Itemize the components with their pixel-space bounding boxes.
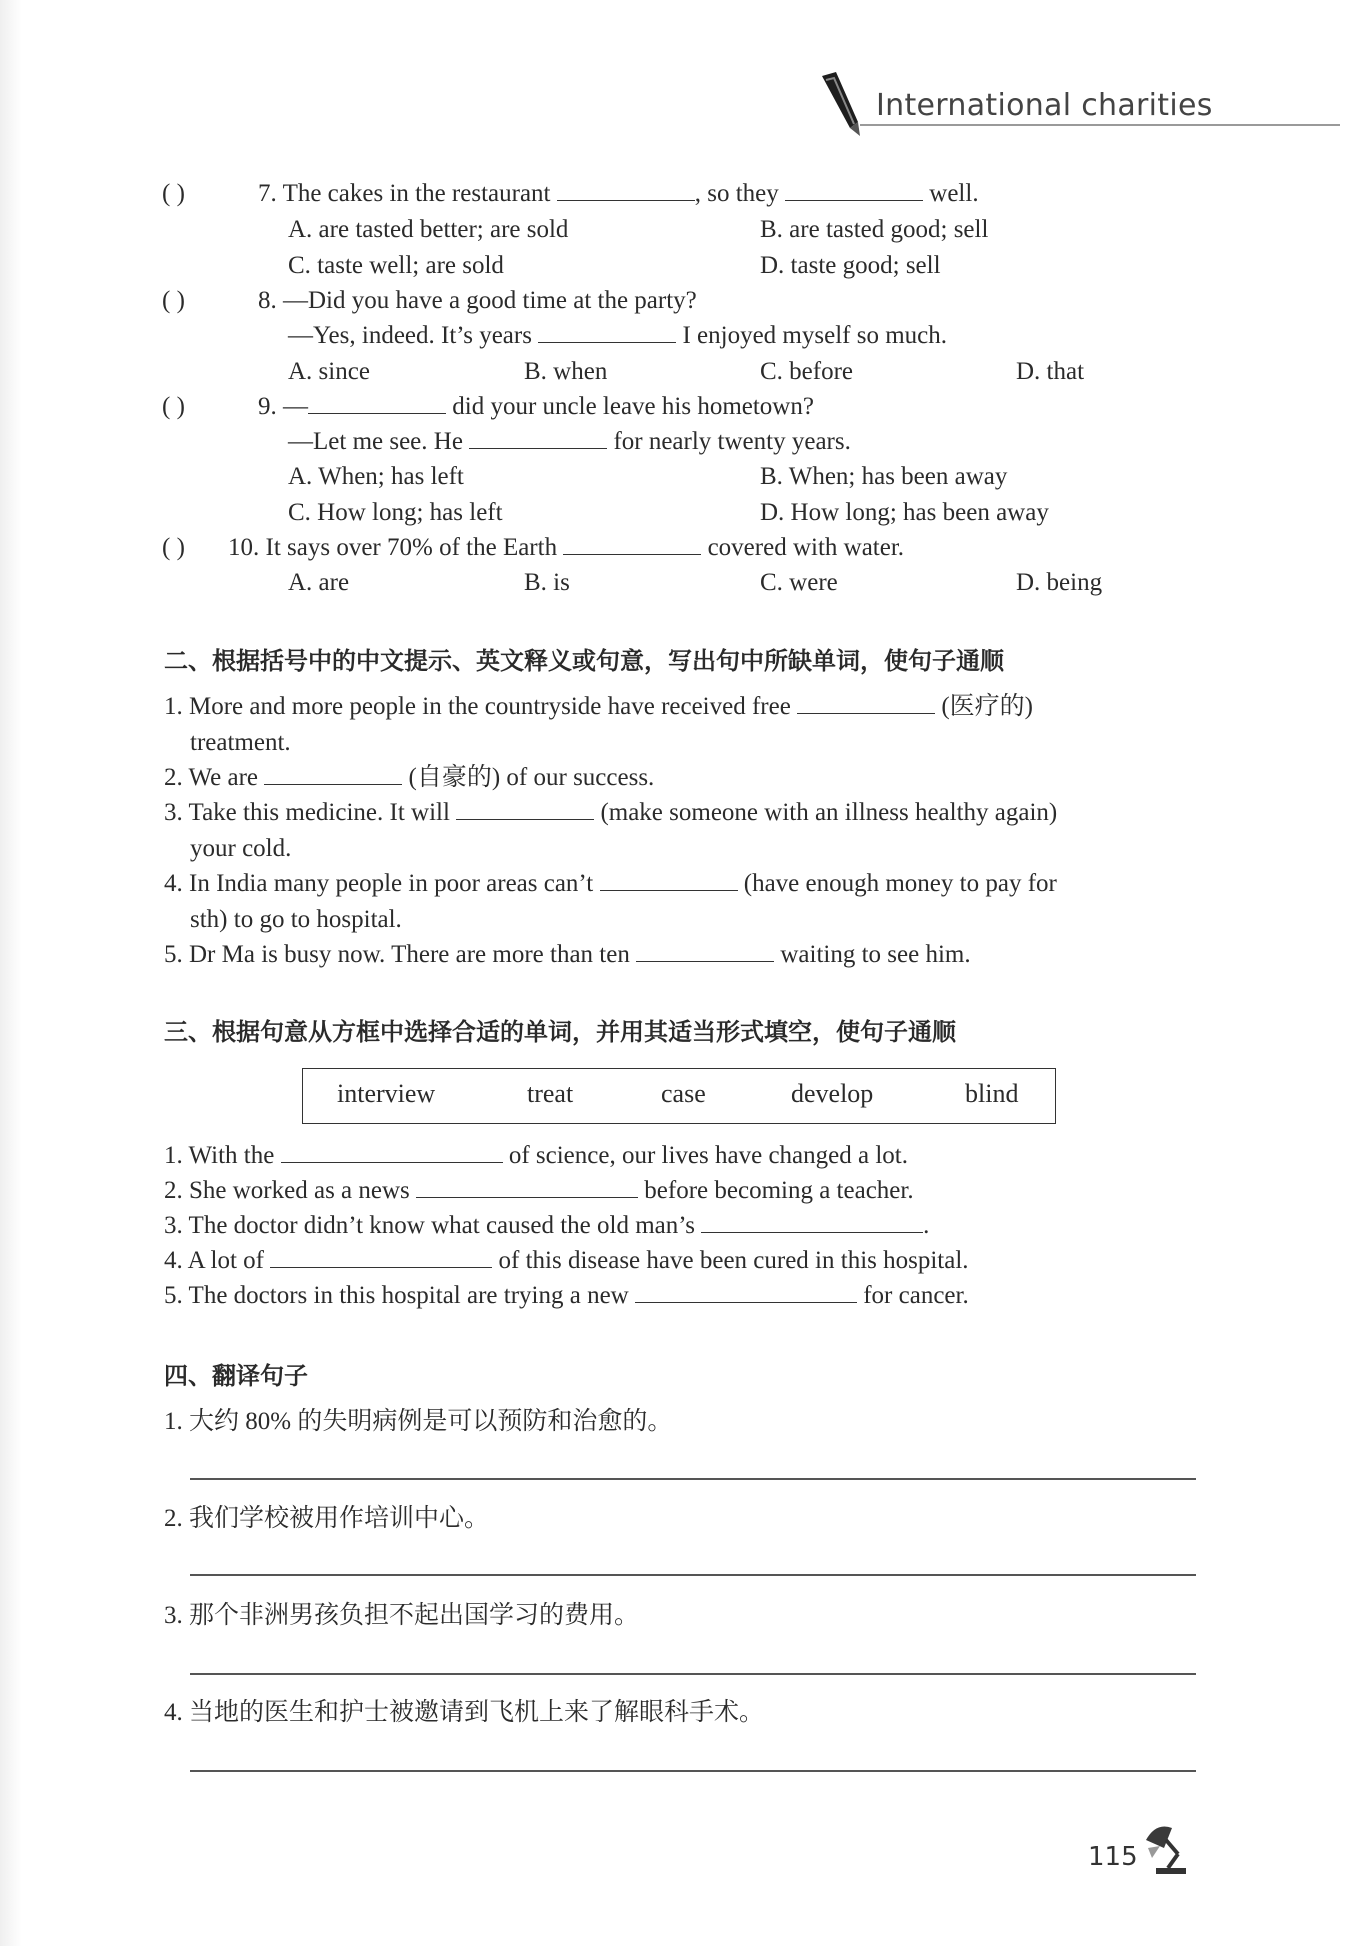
option-a[interactable]: A. since <box>288 358 370 385</box>
fill-item-1: 1. More and more people in the countryside have received free (医疗的) <box>164 693 1033 720</box>
fill-blank[interactable] <box>785 178 923 201</box>
header-title: International charities <box>876 88 1213 123</box>
word-bank-item: treat <box>527 1079 574 1108</box>
word-fill-item-4: 4. A lot of of this disease have been cured in this hospital. <box>164 1247 969 1274</box>
option-c[interactable]: C. taste well; are sold <box>288 252 504 279</box>
fill-blank[interactable] <box>281 1140 503 1163</box>
section-3-title: 三、根据句意从方框中选择合适的单词，并用其适当形式填空，使句子通顺 <box>164 1018 956 1046</box>
word-bank-item: case <box>661 1079 706 1108</box>
word-bank-item: blind <box>965 1079 1019 1108</box>
fill-blank[interactable] <box>308 391 446 414</box>
answer-writing-line[interactable] <box>190 1770 1196 1772</box>
answer-parentheses[interactable]: ( ) <box>162 180 185 207</box>
translate-item-3: 3. 那个非洲男孩负担不起出国学习的费用。 <box>164 1602 640 1629</box>
page-header <box>0 70 1340 140</box>
fill-blank[interactable] <box>797 691 935 714</box>
pen-icon <box>816 70 866 140</box>
option-c[interactable]: C. before <box>760 358 854 385</box>
fill-blank[interactable] <box>701 1210 923 1233</box>
option-b[interactable]: B. is <box>524 569 570 596</box>
fill-blank[interactable] <box>456 797 594 820</box>
fill-blank[interactable] <box>563 532 701 555</box>
word-bank-item: develop <box>791 1079 874 1108</box>
fill-blank[interactable] <box>264 762 402 785</box>
fill-blank[interactable] <box>636 939 774 962</box>
desk-lamp-icon <box>1138 1818 1198 1878</box>
header-rule <box>860 124 1340 126</box>
question-stem: 9. — did your uncle leave his hometown? <box>258 393 814 420</box>
fill-blank[interactable] <box>469 426 607 449</box>
fill-item-4: 4. In India many people in poor areas can’t (have enough money to pay for <box>164 870 1057 897</box>
word-bank-item: interview <box>337 1079 436 1108</box>
option-d[interactable]: D. taste good; sell <box>760 252 941 279</box>
option-b[interactable]: B. are tasted good; sell <box>760 216 989 243</box>
fill-item-4-cont: sth) to go to hospital. <box>190 906 402 933</box>
translate-item-1: 1. 大约 80% 的失明病例是可以预防和治愈的。 <box>164 1408 673 1435</box>
question-stem: 10. It says over 70% of the Earth covered with water. <box>228 534 905 561</box>
word-fill-item-1: 1. With the of science, our lives have changed a lot. <box>164 1142 908 1169</box>
fill-item-3: 3. Take this medicine. It will (make someone with an illness healthy again) <box>164 799 1058 826</box>
answer-parentheses[interactable]: ( ) <box>162 534 185 561</box>
question-stem: 8. —Did you have a good time at the party? <box>258 287 697 314</box>
option-c[interactable]: C. How long; has left <box>288 499 503 526</box>
translate-item-2: 2. 我们学校被用作培训中心。 <box>164 1505 490 1532</box>
fill-blank[interactable] <box>538 320 676 343</box>
option-a[interactable]: A. are <box>288 569 350 596</box>
question-stem: 7. The cakes in the restaurant , so they well. <box>258 180 979 207</box>
option-d[interactable]: D. being <box>1016 569 1103 596</box>
answer-parentheses[interactable]: ( ) <box>162 287 185 314</box>
page-edge-shadow <box>0 0 22 1946</box>
answer-parentheses[interactable]: ( ) <box>162 393 185 420</box>
word-fill-item-3: 3. The doctor didn’t know what caused the old man’s . <box>164 1212 930 1239</box>
fill-item-5: 5. Dr Ma is busy now. There are more than ten waiting to see him. <box>164 941 971 968</box>
word-fill-item-5: 5. The doctors in this hospital are trying a new for cancer. <box>164 1282 969 1309</box>
option-d[interactable]: D. that <box>1016 358 1085 385</box>
fill-blank[interactable] <box>557 178 695 201</box>
question-stem-line2: —Let me see. He for nearly twenty years. <box>288 428 851 455</box>
word-bank-box <box>302 1068 1056 1124</box>
fill-blank[interactable] <box>635 1280 857 1303</box>
fill-item-1-cont: treatment. <box>190 729 291 756</box>
section-4-title: 四、翻译句子 <box>164 1362 308 1390</box>
answer-writing-line[interactable] <box>190 1574 1196 1576</box>
option-c[interactable]: C. were <box>760 569 838 596</box>
fill-blank[interactable] <box>600 868 738 891</box>
fill-item-3-cont: your cold. <box>190 835 292 862</box>
option-b[interactable]: B. When; has been away <box>760 463 1008 490</box>
fill-blank[interactable] <box>416 1175 638 1198</box>
option-d[interactable]: D. How long; has been away <box>760 499 1049 526</box>
answer-writing-line[interactable] <box>190 1673 1196 1675</box>
section-2-title: 二、根据括号中的中文提示、英文释义或句意，写出句中所缺单词，使句子通顺 <box>164 647 1004 675</box>
option-b[interactable]: B. when <box>524 358 608 385</box>
option-a[interactable]: A. are tasted better; are sold <box>288 216 569 243</box>
translate-item-4: 4. 当地的医生和护士被邀请到飞机上来了解眼科手术。 <box>164 1699 765 1726</box>
option-a[interactable]: A. When; has left <box>288 463 464 490</box>
word-fill-item-2: 2. She worked as a news before becoming a teacher. <box>164 1177 914 1204</box>
answer-writing-line[interactable] <box>190 1478 1196 1480</box>
page-number: 115 <box>1088 1842 1138 1872</box>
question-stem-line2: —Yes, indeed. It’s years I enjoyed myself so much. <box>288 322 947 349</box>
fill-item-2: 2. We are (自豪的) of our success. <box>164 764 655 791</box>
fill-blank[interactable] <box>270 1245 492 1268</box>
